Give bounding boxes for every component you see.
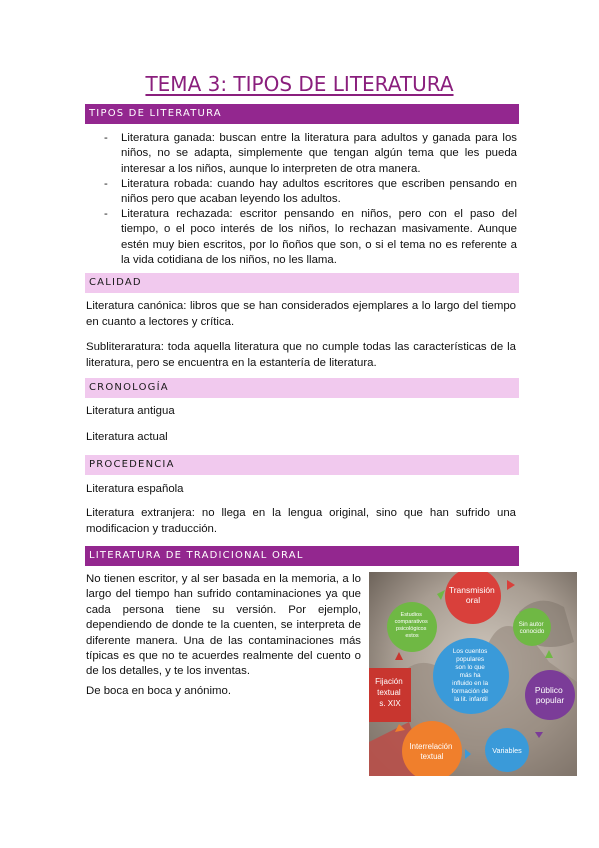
list-item-text: Literatura rechazada: escritor pensando en niños, pero con el paso del tiempo, o el poco interés de los niños, lo rechazan masivamente. Aunque estén muy bien escritos, por lo ñoños que son, o si el tema no es referente a la vida cotidiana de los niños, no les llama.	[121, 208, 517, 266]
publico-line-2: popular	[535, 695, 565, 705]
fijacion-line-3: s. XIX	[379, 699, 401, 708]
transmision-line-1: Transmisión	[448, 585, 495, 595]
oral-paragraph-2: De boca en boca y anónimo.	[86, 685, 232, 697]
variables-label: Variables	[492, 746, 522, 755]
center-line-4: más ha	[459, 672, 481, 679]
estudios-line-1: Estudios	[400, 612, 422, 618]
section-header-procedencia: PROCEDENCIA	[85, 455, 519, 475]
bullet-dash: -	[104, 178, 108, 190]
oral-paragraph-1: No tienen escritor, y al ser basada en la memoria, a lo largo del tiempo han sufrido contaminaciones ya que cada persona tiene su versión. Por ejemplo, dependiendo de donde te la cuenten, se interpreta de diferente manera. Una de las contaminaciones más típicas es que no te acuerdes realmente del cuento o de los detalles, y te los inventas.	[86, 573, 361, 678]
transmision-line-2: oral	[465, 595, 481, 605]
interrelacion-line-2: textual	[420, 752, 444, 761]
list-item-text: Literatura robada: cuando hay adultos escritores que escriben pensando en niños pero que acaban leyendo los adultos.	[121, 178, 517, 206]
list-item-text: Literatura ganada: buscan entre la literatura para adultos y ganada para los niños, no se adapta, simplemente que tengan algún tema que les pueda interesar a los niños, aunque lo interpreten de otra manera.	[121, 132, 517, 175]
estudios-line-2: comparativos	[394, 619, 428, 625]
section-header-calidad: CALIDAD	[85, 273, 519, 293]
section-header-tipos: TIPOS DE LITERATURA	[85, 104, 519, 124]
cuentos-populares-figure	[369, 572, 577, 776]
section-header-cronologia: CRONOLOGÍA	[85, 378, 519, 398]
center-line-6: formación de	[451, 688, 489, 695]
publico-line-1: Público	[534, 685, 563, 695]
center-line-5: influido en la	[452, 680, 489, 687]
calidad-paragraph-1: Literatura canónica: libros que se han considerados ejemplares a lo largo del tiempo en cuanto a lectores y crítica.	[86, 300, 516, 328]
cronologia-paragraph-2: Literatura actual	[86, 431, 168, 443]
page-title: TEMA 3: TIPOS DE LITERATURA	[145, 72, 454, 96]
center-line-1: Los cuentos	[452, 648, 488, 655]
cronologia-paragraph-1: Literatura antigua	[86, 405, 175, 417]
bullet-dash: -	[104, 132, 108, 144]
estudios-line-4: estos	[405, 633, 419, 639]
section-header-oral: LITERATURA DE TRADICIONAL ORAL	[85, 546, 519, 566]
procedencia-paragraph-1: Literatura española	[86, 483, 184, 495]
publico-popular-label	[535, 685, 565, 705]
procedencia-paragraph-2: Literatura extranjera: no llega en la lengua original, sino que han sufrido una modificacion y traducción.	[86, 507, 516, 535]
bullet-dash: -	[104, 208, 108, 220]
cuentos-diagram	[369, 572, 577, 776]
center-line-3: son lo que	[455, 664, 485, 671]
interrelacion-line-1: Interrelación	[409, 742, 453, 751]
fijacion-line-2: textual	[377, 688, 401, 697]
fijacion-line-1: Fijación	[375, 677, 403, 686]
sin-autor-line-1: Sin autor	[518, 621, 544, 628]
center-line-2: populares	[456, 656, 485, 663]
sin-autor-line-2: conocido	[519, 628, 545, 635]
fijacion-label	[375, 677, 405, 708]
calidad-paragraph-2: Subliteraratura: toda aquella literatura que no cumple todas las características de la literatura, pero se encuentra en la estantería de literatura.	[86, 341, 516, 369]
sin-autor-label	[519, 621, 546, 635]
center-line-7: la lit. infantil	[454, 696, 488, 703]
estudios-line-3: psicológicos	[395, 626, 427, 632]
